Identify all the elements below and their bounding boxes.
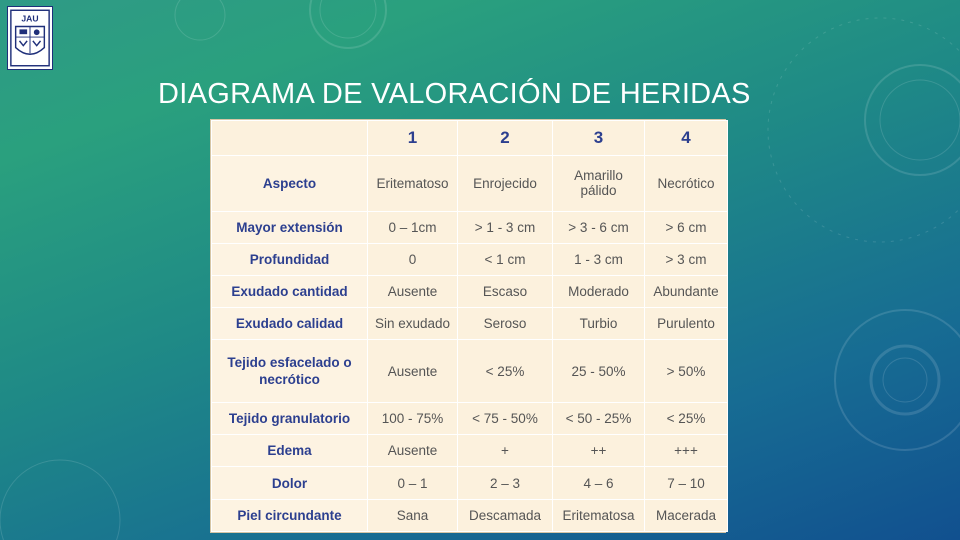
table-cell: ++	[553, 435, 645, 467]
table-cell: Ausente	[368, 340, 458, 403]
table-cell: > 50%	[645, 340, 728, 403]
table-cell: 2 – 3	[458, 467, 553, 499]
table-cell: Necrótico	[645, 156, 728, 212]
table-cell: Sin exudado	[368, 308, 458, 340]
header-cell	[212, 121, 368, 156]
header-cell: 1	[368, 121, 458, 156]
table-cell: Seroso	[458, 308, 553, 340]
table-cell: Ausente	[368, 435, 458, 467]
row-label: Dolor	[212, 467, 368, 499]
header-cell: 2	[458, 121, 553, 156]
table-cell: Moderado	[553, 275, 645, 307]
row-label: Edema	[212, 435, 368, 467]
table-row	[212, 308, 728, 340]
row-label: Profundidad	[212, 243, 368, 275]
table-cell: 7 – 10	[645, 467, 728, 499]
row-label: Piel circundante	[212, 499, 368, 531]
table-cell: 4 – 6	[553, 467, 645, 499]
table-cell: 100 - 75%	[368, 403, 458, 435]
table-row	[212, 211, 728, 243]
page-title: DIAGRAMA DE VALORACIÓN DE HERIDAS	[158, 78, 751, 110]
table-cell: < 1 cm	[458, 243, 553, 275]
table-cell: Abundante	[645, 275, 728, 307]
table-cell: Purulento	[645, 308, 728, 340]
table-cell: < 50 - 25%	[553, 403, 645, 435]
table-row	[212, 156, 728, 212]
university-crest-icon	[8, 7, 52, 69]
table-row	[212, 275, 728, 307]
row-label: Aspecto	[212, 156, 368, 212]
table-cell: Ausente	[368, 275, 458, 307]
table-row	[212, 340, 728, 403]
table-cell: > 1 - 3 cm	[458, 211, 553, 243]
table-cell: +++	[645, 435, 728, 467]
table-cell: > 3 cm	[645, 243, 728, 275]
table-row	[212, 243, 728, 275]
table-header-row	[212, 121, 728, 156]
row-label: Exudado cantidad	[212, 275, 368, 307]
header-cell: 3	[553, 121, 645, 156]
row-label: Tejido granulatorio	[212, 403, 368, 435]
table-cell: < 75 - 50%	[458, 403, 553, 435]
table-cell: Enrojecido	[458, 156, 553, 212]
table-cell: > 6 cm	[645, 211, 728, 243]
table-cell: < 25%	[645, 403, 728, 435]
table-cell: Turbio	[553, 308, 645, 340]
university-logo	[7, 6, 53, 70]
table-cell: Eritematoso	[368, 156, 458, 212]
table-cell: Escaso	[458, 275, 553, 307]
table-cell: Eritematosa	[553, 499, 645, 531]
table-row	[212, 499, 728, 531]
table-cell: Descamada	[458, 499, 553, 531]
table-row	[212, 467, 728, 499]
table-cell: 0 – 1cm	[368, 211, 458, 243]
header-cell: 4	[645, 121, 728, 156]
table-cell: 1 - 3 cm	[553, 243, 645, 275]
table-cell: 0	[368, 243, 458, 275]
table-cell: 25 - 50%	[553, 340, 645, 403]
table-row	[212, 403, 728, 435]
table-row	[212, 435, 728, 467]
logo-text: JAU	[21, 13, 39, 24]
table-cell: +	[458, 435, 553, 467]
table-cell: 0 – 1	[368, 467, 458, 499]
table-cell: > 3 - 6 cm	[553, 211, 645, 243]
table-cell: Sana	[368, 499, 458, 531]
table-cell: < 25%	[458, 340, 553, 403]
row-label: Mayor extensión	[212, 211, 368, 243]
wound-assessment-table	[210, 119, 726, 533]
table-cell: Macerada	[645, 499, 728, 531]
row-label: Tejido esfacelado o necrótico	[212, 340, 368, 403]
row-label: Exudado calidad	[212, 308, 368, 340]
table-cell: Amarillo pálido	[553, 156, 645, 212]
